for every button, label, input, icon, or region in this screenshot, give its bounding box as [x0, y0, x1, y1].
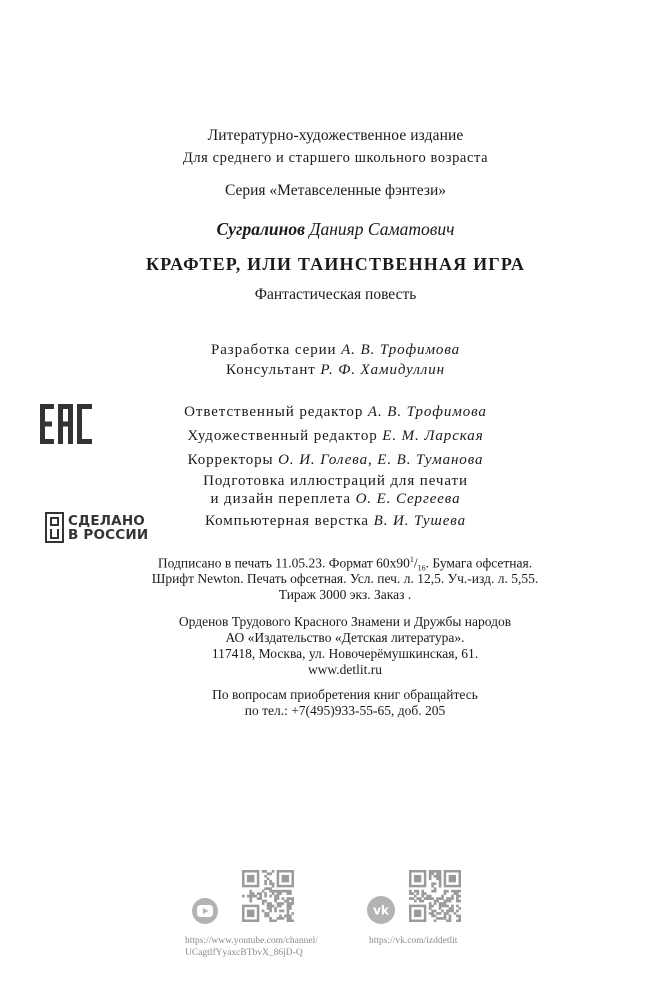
publisher-address: 117418, Москва, ул. Новочерёмушкинская, 61. — [211, 646, 479, 661]
credit-role: Разработка серии — [210, 342, 337, 358]
made-in-russia-line1: СДЕЛАНО — [68, 512, 145, 529]
made-in-russia-icon — [45, 512, 64, 543]
purchase-phone: по тел.: +7(495)933-55-65, доб. 205 — [244, 703, 446, 718]
credit-series-development — [0, 342, 671, 359]
author-given-names: Данияр Саматович — [309, 219, 455, 239]
book-subtitle: Фантастическая повесть — [254, 286, 417, 303]
author-name — [0, 219, 671, 240]
series-name: Серия «Метавселенные фэнтези» — [224, 182, 447, 199]
credit-consultant — [0, 362, 671, 379]
publisher-orders: Орденов Трудового Красного Знамени и Дружбы народов — [178, 614, 512, 629]
publisher-name: АО «Издательство «Детская литература». — [225, 630, 465, 645]
credit-person: А. В. Трофимова — [341, 342, 461, 358]
eac-logo-icon — [38, 402, 96, 446]
credit-person: О. И. Голева, Е. В. Туманова — [278, 452, 484, 468]
made-in-russia-mark — [45, 512, 148, 543]
vk-link[interactable]: https://vk.com/izddetlit — [369, 936, 458, 946]
credit-role: Художественный редактор — [187, 428, 378, 444]
credit-role: Подготовка иллюстраций для печати — [203, 473, 468, 489]
credit-role: Консультант — [226, 362, 316, 378]
vk-icon[interactable] — [366, 895, 396, 925]
edition-type: Литературно-художественное издание — [207, 127, 464, 144]
credit-proofreaders — [0, 452, 671, 469]
youtube-qr-code — [242, 870, 294, 922]
credit-cover-design — [0, 491, 671, 508]
credit-role: Компьютерная верстка — [205, 513, 369, 529]
imprint-font-line: Шрифт Newton. Печать офсетная. Усл. печ. л. 12,5. Уч.-изд. л. 5,55. — [151, 571, 539, 586]
eac-mark — [38, 402, 96, 451]
credit-role: и дизайн переплета — [210, 491, 351, 507]
youtube-icon[interactable] — [191, 897, 229, 925]
imprint-print-run: Тираж 3000 экз. Заказ . — [278, 587, 412, 602]
made-in-russia-line2: В РОССИИ — [68, 526, 149, 543]
publisher-website[interactable]: www.detlit.ru — [307, 662, 383, 677]
svg-text:vk: vk — [373, 903, 389, 918]
credit-role: Корректоры — [187, 452, 274, 468]
credit-person: В. И. Тушева — [373, 513, 466, 529]
credit-chief-editor — [0, 404, 671, 421]
credit-person: А. В. Трофимова — [367, 404, 487, 420]
book-title: КРАФТЕР, ИЛИ ТАИНСТВЕННАЯ ИГРА — [145, 254, 526, 274]
credit-person: О. Е. Сергеева — [355, 491, 461, 507]
author-surname: Сугралинов — [216, 219, 305, 239]
credit-role: Ответственный редактор — [184, 404, 364, 420]
credit-person: Е. М. Ларская — [382, 428, 484, 444]
credit-person: Р. Ф. Хамидуллин — [320, 362, 445, 378]
age-group: Для среднего и старшего школьного возраста — [182, 150, 489, 166]
credit-art-editor — [0, 428, 671, 445]
credit-illustration-prep — [0, 473, 671, 490]
purchase-info: По вопросам приобретения книг обращайтесь — [212, 687, 478, 702]
vk-qr-code — [409, 870, 461, 922]
youtube-link[interactable]: https://www.youtube.com/channel/ UCagtlfYyaxcBTbvX_86jD-Q — [185, 936, 318, 958]
imprint-signed-line: Подписано в печать 11.05.23. Формат $60х90^1/_{16}$. Бумага офсетная. — [157, 555, 533, 573]
